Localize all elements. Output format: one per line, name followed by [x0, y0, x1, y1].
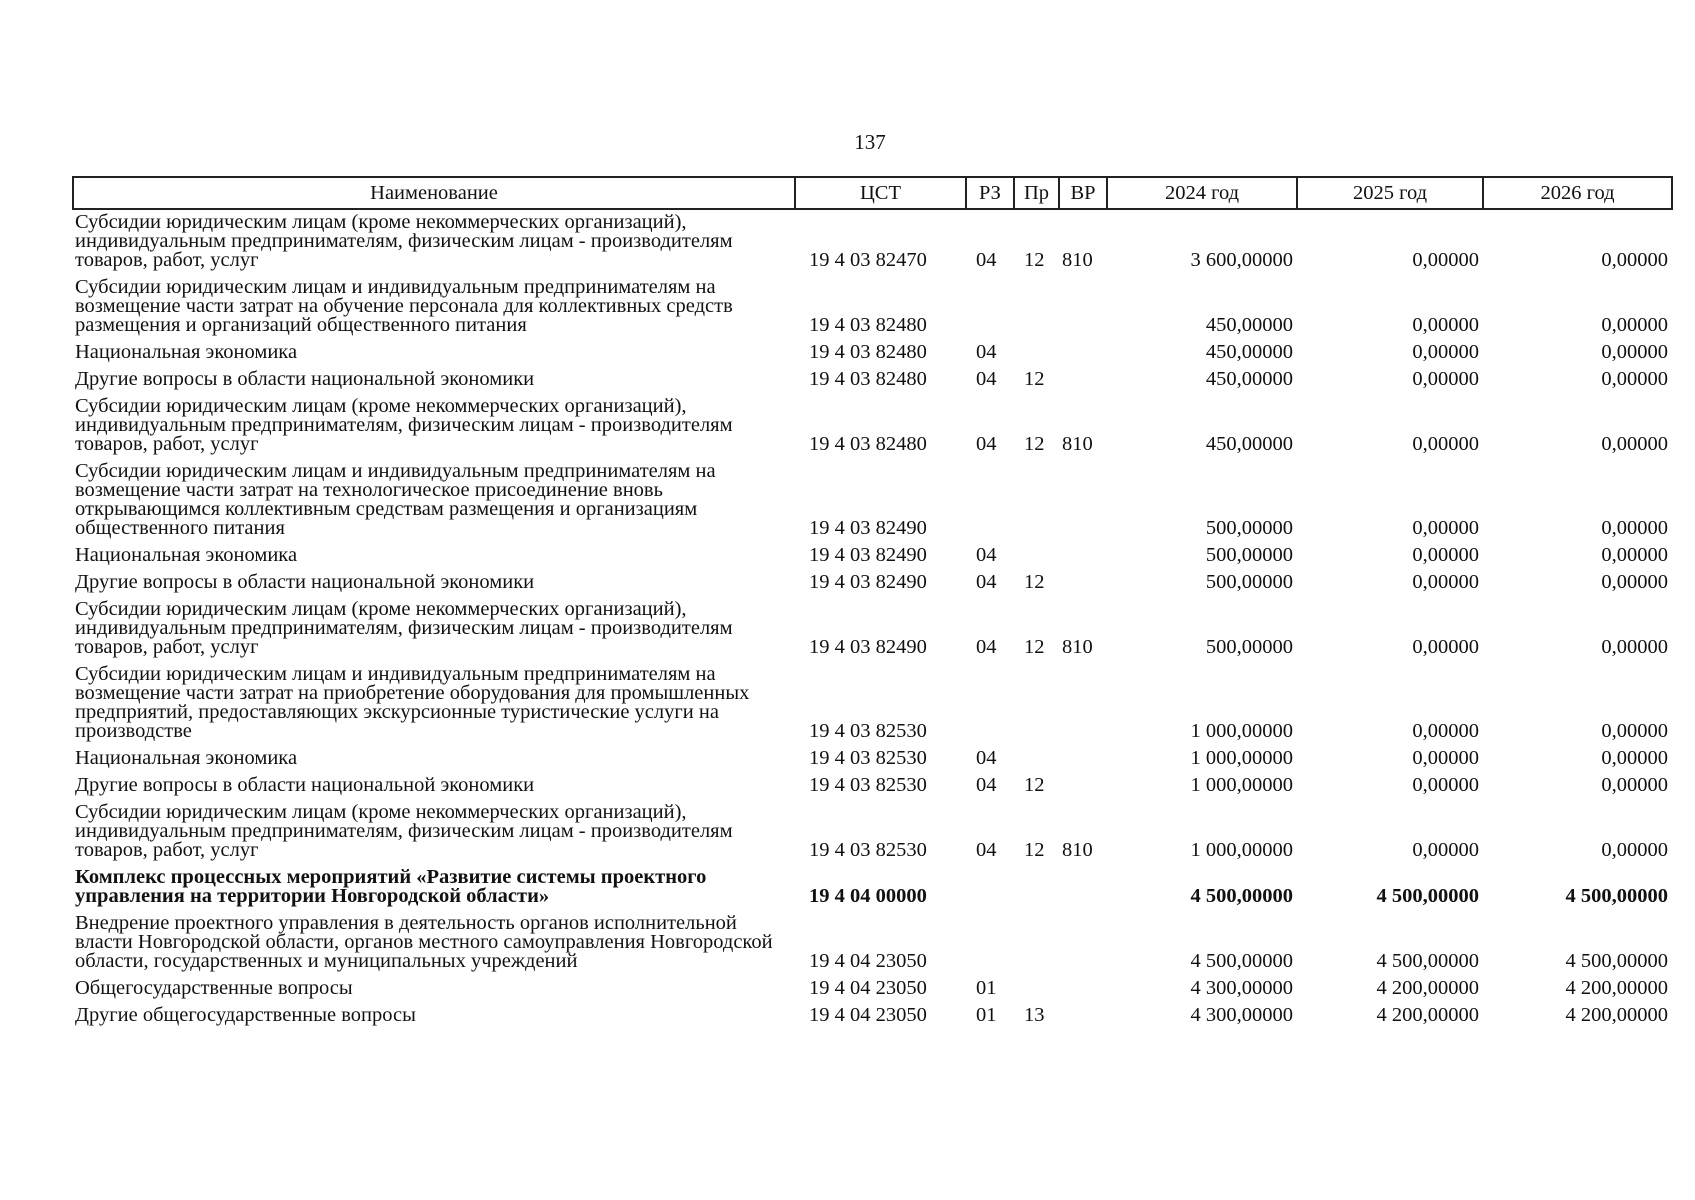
- row-name: Общегосударственные вопросы: [75, 977, 353, 999]
- row-pr: 12: [1024, 571, 1045, 593]
- row-rz: 04: [976, 341, 997, 363]
- row-vr: [1059, 543, 1107, 570]
- row-vr: [1059, 367, 1107, 394]
- table-row: [73, 1003, 1672, 1030]
- row-value-2025: 0,00000: [1412, 544, 1479, 566]
- row-rz: 04: [976, 747, 997, 769]
- row-value-2025: 0,00000: [1412, 636, 1479, 658]
- row-value-2025: 0,00000: [1412, 747, 1479, 769]
- row-cst: 19 4 03 82480: [809, 433, 927, 455]
- row-pr: 12: [1024, 249, 1045, 271]
- table-row: [73, 340, 1672, 367]
- row-value-2026: 0,00000: [1601, 517, 1668, 539]
- row-value-2024: 450,00000: [1205, 433, 1293, 455]
- row-cst: 19 4 04 00000: [809, 885, 927, 907]
- row-value-2026: 0,00000: [1601, 839, 1668, 861]
- row-value-2024: 4 500,00000: [1190, 885, 1293, 907]
- row-cst: 19 4 03 82490: [809, 636, 927, 658]
- row-value-2025: 0,00000: [1412, 433, 1479, 455]
- table-row: [73, 746, 1672, 773]
- page-number: 137: [854, 130, 886, 154]
- row-name: Национальная экономика: [75, 341, 298, 363]
- row-value-2026: 0,00000: [1601, 636, 1668, 658]
- table-row: [73, 800, 1672, 865]
- row-value-2024: 4 300,00000: [1190, 977, 1293, 999]
- row-cst: 19 4 03 82530: [809, 720, 927, 742]
- row-rz: 01: [976, 977, 997, 999]
- table-row: [73, 662, 1672, 746]
- row-value-2026: 0,00000: [1601, 314, 1668, 336]
- table-row: [73, 911, 1672, 976]
- row-value-2024: 3 600,00000: [1190, 249, 1293, 271]
- row-value-2024: 4 300,00000: [1190, 1004, 1293, 1026]
- row-name: Другие общегосударственные вопросы: [75, 1004, 416, 1026]
- row-vr: 810: [1062, 433, 1093, 455]
- row-value-2025: 0,00000: [1412, 571, 1479, 593]
- row-pr: [1014, 543, 1059, 570]
- row-rz: [966, 662, 1014, 746]
- row-name: Комплекс процессных мероприятий «Развитие системы проектного управления на территории Новгородской области»: [75, 866, 707, 907]
- row-vr: 810: [1062, 636, 1093, 658]
- row-vr: [1059, 865, 1107, 911]
- row-rz: [966, 865, 1014, 911]
- row-value-2026: 4 500,00000: [1565, 885, 1668, 907]
- table-row: [73, 543, 1672, 570]
- row-value-2024: 1 000,00000: [1190, 839, 1293, 861]
- row-value-2026: 0,00000: [1601, 249, 1668, 271]
- row-name: Субсидии юридическим лицам и индивидуальным предпринимателям на возмещение части затрат на приобретение оборудования для промышленных предприятий, предоставляющих экскурсионные туристические услуги на производстве: [75, 663, 750, 742]
- row-name: Субсидии юридическим лицам (кроме некоммерческих организаций), индивидуальным предпринимателям, физическим лицам - производителям товаров, работ, услуг: [75, 598, 733, 658]
- row-name: Национальная экономика: [75, 747, 298, 769]
- row-value-2025: 0,00000: [1412, 341, 1479, 363]
- row-value-2025: 0,00000: [1412, 839, 1479, 861]
- row-vr: 810: [1062, 839, 1093, 861]
- row-rz: 04: [976, 571, 997, 593]
- row-value-2025: 4 200,00000: [1376, 977, 1479, 999]
- row-pr: 12: [1024, 839, 1045, 861]
- row-vr: [1059, 1003, 1107, 1030]
- table-row: [73, 773, 1672, 800]
- row-pr: 13: [1024, 1004, 1045, 1026]
- table-row: [73, 459, 1672, 543]
- row-vr: [1059, 746, 1107, 773]
- row-cst: 19 4 03 82470: [809, 249, 927, 271]
- row-value-2026: 4 200,00000: [1565, 1004, 1668, 1026]
- row-rz: 04: [976, 636, 997, 658]
- row-pr: 12: [1024, 774, 1045, 796]
- row-cst: 19 4 03 82480: [809, 314, 927, 336]
- row-value-2025: 0,00000: [1412, 368, 1479, 390]
- row-value-2026: 0,00000: [1601, 341, 1668, 363]
- row-value-2024: 1 000,00000: [1190, 747, 1293, 769]
- header-2025: 2025 год: [1297, 177, 1483, 209]
- row-value-2026: 0,00000: [1601, 544, 1668, 566]
- row-value-2025: 4 200,00000: [1376, 1004, 1479, 1026]
- table-body: [73, 209, 1672, 1030]
- row-value-2025: 0,00000: [1412, 249, 1479, 271]
- row-pr: [1014, 865, 1059, 911]
- row-value-2024: 500,00000: [1205, 636, 1293, 658]
- row-value-2026: 0,00000: [1601, 368, 1668, 390]
- row-value-2024: 500,00000: [1205, 544, 1293, 566]
- header-2024: 2024 год: [1107, 177, 1297, 209]
- row-vr: [1059, 773, 1107, 800]
- row-value-2024: 450,00000: [1205, 341, 1293, 363]
- row-value-2025: 4 500,00000: [1376, 885, 1479, 907]
- row-cst: 19 4 03 82490: [809, 544, 927, 566]
- row-vr: [1059, 662, 1107, 746]
- row-value-2024: 450,00000: [1205, 314, 1293, 336]
- row-name: Другие вопросы в области национальной экономики: [75, 368, 535, 390]
- table-header: [73, 177, 1672, 209]
- row-pr: [1014, 911, 1059, 976]
- header-rz: РЗ: [966, 177, 1014, 209]
- row-value-2026: 4 500,00000: [1565, 950, 1668, 972]
- row-value-2024: 450,00000: [1205, 368, 1293, 390]
- row-value-2026: 0,00000: [1601, 774, 1668, 796]
- header-pr: Пр: [1014, 177, 1059, 209]
- table-row: [73, 394, 1672, 459]
- row-pr: 12: [1024, 636, 1045, 658]
- row-pr: [1014, 746, 1059, 773]
- table-row: [73, 865, 1672, 911]
- row-value-2024: 500,00000: [1205, 571, 1293, 593]
- table-row: [73, 570, 1672, 597]
- row-vr: [1059, 976, 1107, 1003]
- row-value-2026: 0,00000: [1601, 720, 1668, 742]
- table-row: [73, 209, 1672, 275]
- row-value-2024: 1 000,00000: [1190, 720, 1293, 742]
- row-value-2026: 0,00000: [1601, 747, 1668, 769]
- row-name: Субсидии юридическим лицам (кроме некоммерческих организаций), индивидуальным предпринимателям, физическим лицам - производителям товаров, работ, услуг: [75, 211, 733, 271]
- row-cst: 19 4 03 82480: [809, 368, 927, 390]
- row-pr: [1014, 662, 1059, 746]
- row-vr: [1059, 570, 1107, 597]
- row-vr: [1059, 911, 1107, 976]
- row-rz: 04: [976, 433, 997, 455]
- row-cst: 19 4 03 82530: [809, 774, 927, 796]
- row-value-2026: 0,00000: [1601, 433, 1668, 455]
- row-rz: [966, 911, 1014, 976]
- row-rz: 04: [976, 839, 997, 861]
- row-value-2024: 1 000,00000: [1190, 774, 1293, 796]
- row-rz: [966, 459, 1014, 543]
- row-pr: [1014, 275, 1059, 340]
- row-value-2025: 4 500,00000: [1376, 950, 1479, 972]
- row-value-2026: 4 200,00000: [1565, 977, 1668, 999]
- row-pr: [1014, 340, 1059, 367]
- row-value-2024: 4 500,00000: [1190, 950, 1293, 972]
- header-cst: ЦСТ: [795, 177, 966, 209]
- row-rz: 04: [976, 249, 997, 271]
- row-pr: 12: [1024, 433, 1045, 455]
- row-name: Субсидии юридическим лицам и индивидуальным предпринимателям на возмещение части затрат на обучение персонала для коллективных средств размещения и организаций общественного питания: [75, 276, 733, 336]
- row-name: Другие вопросы в области национальной экономики: [75, 774, 535, 796]
- row-cst: 19 4 03 82530: [809, 839, 927, 861]
- row-value-2024: 500,00000: [1205, 517, 1293, 539]
- row-name: Другие вопросы в области национальной экономики: [75, 571, 535, 593]
- row-rz: 04: [976, 774, 997, 796]
- row-cst: 19 4 04 23050: [809, 1004, 927, 1026]
- row-name: Субсидии юридическим лицам (кроме некоммерческих организаций), индивидуальным предпринимателям, физическим лицам - производителям товаров, работ, услуг: [75, 801, 733, 861]
- row-name: Внедрение проектного управления в деятельность органов исполнительной власти Новгородской области, органов местного самоуправления Новгородской области, государственных и муниципальных учреждений: [75, 912, 773, 972]
- table-row: [73, 597, 1672, 662]
- row-value-2025: 0,00000: [1412, 314, 1479, 336]
- row-vr: [1059, 340, 1107, 367]
- row-cst: 19 4 03 82490: [809, 517, 927, 539]
- row-cst: 19 4 03 82530: [809, 747, 927, 769]
- row-vr: 810: [1062, 249, 1093, 271]
- row-value-2025: 0,00000: [1412, 774, 1479, 796]
- row-value-2026: 0,00000: [1601, 571, 1668, 593]
- row-cst: 19 4 03 82490: [809, 571, 927, 593]
- budget-table: [72, 176, 1673, 1030]
- row-value-2025: 0,00000: [1412, 517, 1479, 539]
- row-cst: 19 4 04 23050: [809, 950, 927, 972]
- row-pr: [1014, 459, 1059, 543]
- row-name: Субсидии юридическим лицам и индивидуальным предпринимателям на возмещение части затрат на технологическое присоединение вновь открывающимся коллективным средствам размещения и организациям общественного питания: [75, 460, 716, 539]
- row-rz: 01: [976, 1004, 997, 1026]
- row-cst: 19 4 03 82480: [809, 341, 927, 363]
- row-pr: 12: [1024, 368, 1045, 390]
- row-rz: 04: [976, 368, 997, 390]
- row-rz: 04: [976, 544, 997, 566]
- table-row: [73, 367, 1672, 394]
- row-name: Национальная экономика: [75, 544, 298, 566]
- row-value-2025: 0,00000: [1412, 720, 1479, 742]
- row-rz: [966, 275, 1014, 340]
- row-vr: [1059, 459, 1107, 543]
- row-name: Субсидии юридическим лицам (кроме некоммерческих организаций), индивидуальным предпринимателям, физическим лицам - производителям товаров, работ, услуг: [75, 395, 733, 455]
- table-row: [73, 976, 1672, 1003]
- row-pr: [1014, 976, 1059, 1003]
- header-name: Наименование: [73, 177, 795, 209]
- header-vr: ВР: [1059, 177, 1107, 209]
- table-row: [73, 275, 1672, 340]
- row-cst: 19 4 04 23050: [809, 977, 927, 999]
- row-vr: [1059, 275, 1107, 340]
- header-2026: 2026 год: [1483, 177, 1672, 209]
